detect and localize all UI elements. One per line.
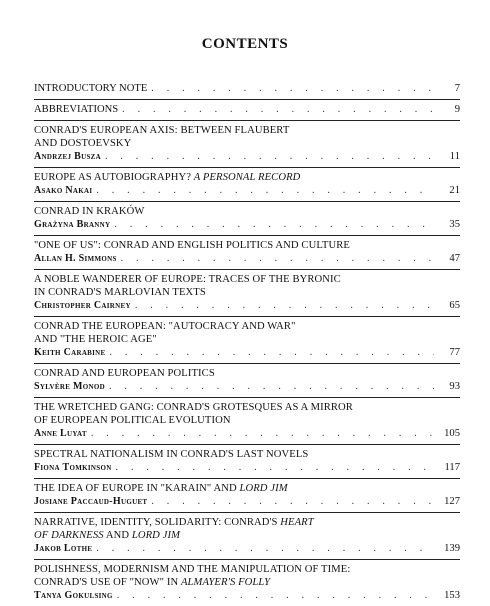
dot-leader <box>151 82 434 95</box>
toc-entry <box>34 79 460 100</box>
entry-title-line: CONRAD IN KRAKÓW <box>34 206 145 217</box>
entry-author: Allan H. Simmons <box>34 253 117 264</box>
entry-title-line: THE WRETCHED GANG: CONRAD'S GROTESQUES AS A MIRROR <box>34 402 353 413</box>
page-number: 153 <box>444 590 460 601</box>
table-of-contents <box>34 79 460 606</box>
entry-author: Fiona Tomkinson <box>34 462 112 473</box>
entry-title-line: CONRAD AND EUROPEAN POLITICS <box>34 368 215 379</box>
entry-title-line: OF DARKNESS AND LORD JIM <box>34 530 181 541</box>
page-number: 9 <box>454 104 460 115</box>
page-number: 47 <box>449 253 460 264</box>
dot-leader <box>105 150 434 163</box>
toc-entry <box>34 317 460 364</box>
toc-entry <box>34 364 460 398</box>
toc-entry <box>34 168 460 202</box>
entry-author: Andrzej Busza <box>34 151 101 162</box>
toc-entry <box>34 100 460 121</box>
entry-author: Jakob Lothe <box>34 543 93 554</box>
dot-leader <box>114 218 434 231</box>
toc-entry <box>34 398 460 445</box>
entry-title-line: THE IDEA OF EUROPE IN "KARAIN" AND LORD JIM <box>34 483 288 494</box>
entry-author: Asako Nakai <box>34 185 93 196</box>
toc-entry <box>34 270 460 317</box>
entry-title-line: OF EUROPEAN POLITICAL EVOLUTION <box>34 415 231 426</box>
toc-entry <box>34 236 460 270</box>
dot-leader <box>135 299 434 312</box>
page-number: 7 <box>454 83 460 94</box>
entry-title: INTRODUCTORY NOTE <box>34 83 148 94</box>
dot-leader <box>109 380 434 393</box>
page-number: 21 <box>449 185 460 196</box>
entry-title-line: SPECTRAL NATIONALISM IN CONRAD'S LAST NOVELS <box>34 449 309 460</box>
page-number: 93 <box>449 381 460 392</box>
page-number: 77 <box>449 347 460 358</box>
dot-leader <box>91 427 434 440</box>
toc-entry <box>34 202 460 236</box>
entry-author: Sylvère Monod <box>34 381 105 392</box>
page-number: 105 <box>444 428 460 439</box>
dot-leader <box>116 461 434 474</box>
toc-entry <box>34 560 460 606</box>
entry-title-line: CONRAD THE EUROPEAN: "AUTOCRACY AND WAR" <box>34 321 296 332</box>
entry-title-line: AND "THE HEROIC AGE" <box>34 334 157 345</box>
entry-title-line: EUROPE AS AUTOBIOGRAPHY? A PERSONAL RECORD <box>34 172 301 183</box>
entry-title-line: AND DOSTOEVSKY <box>34 138 132 149</box>
dot-leader <box>110 346 435 359</box>
entry-title-line: CONRAD'S USE OF "NOW" IN ALMAYER'S FOLLY <box>34 577 271 588</box>
entry-title-line: A NOBLE WANDERER OF EUROPE: TRACES OF THE BYRONIC <box>34 274 341 285</box>
dot-leader <box>96 542 434 555</box>
dot-leader <box>96 184 434 197</box>
page-number: 11 <box>449 151 460 162</box>
entry-title-line: POLISHNESS, MODERNISM AND THE MANIPULATION OF TIME: <box>34 564 351 575</box>
page-number: 127 <box>444 496 460 507</box>
page-title: CONTENTS <box>201 36 289 52</box>
toc-entry <box>34 121 460 168</box>
entry-author: Christopher Cairney <box>34 300 131 311</box>
entry-author: Keith Carabine <box>34 347 106 358</box>
page-number: 117 <box>444 462 460 473</box>
dot-leader <box>151 495 434 508</box>
entry-title-line: NARRATIVE, IDENTITY, SOLIDARITY: CONRAD'S HEART <box>34 517 314 528</box>
page-number: 139 <box>444 543 460 554</box>
entry-title-line: CONRAD'S EUROPEAN AXIS: BETWEEN FLAUBERT <box>34 125 290 136</box>
page-number: 35 <box>449 219 460 230</box>
entry-author: Grażyna Branny <box>34 219 111 230</box>
toc-entry <box>34 479 460 513</box>
toc-entry <box>34 513 460 560</box>
entry-author: Tanya Gokulsing <box>34 590 113 601</box>
entry-title: ABBREVIATIONS <box>34 104 119 115</box>
entry-title-line: "ONE OF US": CONRAD AND ENGLISH POLITICS AND CULTURE <box>34 240 350 251</box>
dot-leader <box>117 589 434 602</box>
entry-author: Anne Luyat <box>34 428 87 439</box>
toc-entry <box>34 445 460 479</box>
dot-leader <box>121 252 434 265</box>
entry-title-line: IN CONRAD'S MARLOVIAN TEXTS <box>34 287 206 298</box>
entry-author: Josiane Paccaud-Huguet <box>34 496 148 507</box>
dot-leader <box>122 103 434 116</box>
page-number: 65 <box>449 300 460 311</box>
